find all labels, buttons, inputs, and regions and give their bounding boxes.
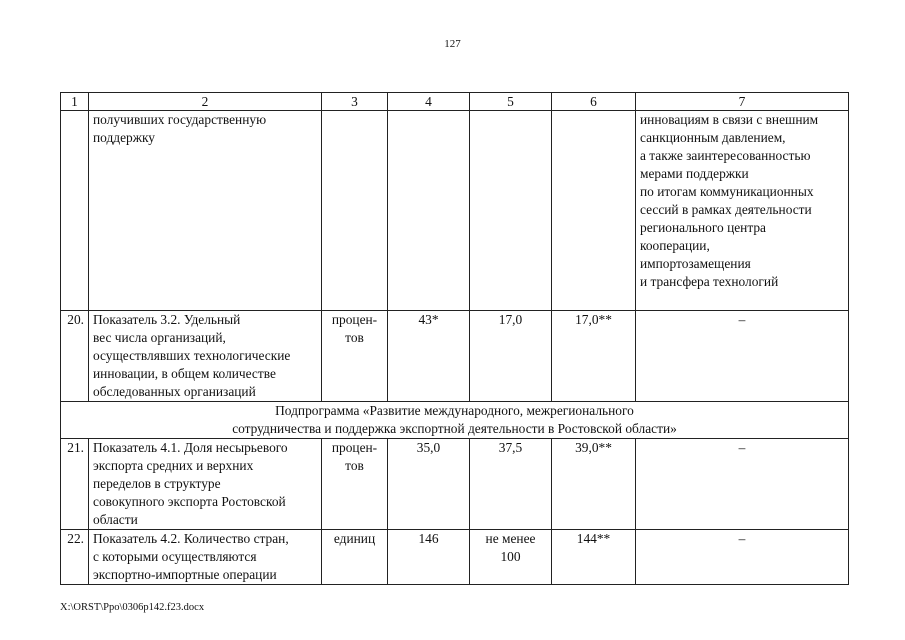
page-number: 127 (444, 38, 461, 50)
notes-cell: – (636, 311, 849, 402)
row-number-cell: 20. (61, 311, 89, 402)
section-row (61, 402, 849, 439)
table-header-row (61, 93, 849, 111)
notes-cell: – (636, 530, 849, 585)
row-number-cell (61, 111, 89, 311)
value-cell (552, 111, 636, 311)
value-cell: 35,0 (388, 439, 470, 530)
subprogram-heading: Подпрограмма «Развитие международного, межрегионального сотрудничества и поддержка экспортной деятельности в Ростовской области» (61, 402, 849, 439)
table-row (61, 111, 849, 311)
indicator-name-cell: Показатель 4.1. Доля несырьевого экспорта средних и верхних переделов в структуре совокупного экспорта Ростовской области (89, 439, 322, 530)
indicator-name-cell: получивших государственную поддержку (89, 111, 322, 311)
notes-cell: – (636, 439, 849, 530)
file-path-footer: X:\ORST\Ppo\0306p142.f23.docx (60, 602, 205, 613)
value-cell (470, 111, 552, 311)
table-row (61, 439, 849, 530)
header-cell: 3 (322, 93, 388, 111)
unit-cell: процен- тов (322, 439, 388, 530)
header-cell: 6 (552, 93, 636, 111)
header-cell: 1 (61, 93, 89, 111)
indicator-name-cell: Показатель 4.2. Количество стран, с которыми осуществляются экспортно-импортные операции (89, 530, 322, 585)
value-cell: 39,0** (552, 439, 636, 530)
value-cell: 37,5 (470, 439, 552, 530)
row-number-cell: 22. (61, 530, 89, 585)
value-cell: 146 (388, 530, 470, 585)
value-cell: 144** (552, 530, 636, 585)
unit-cell: процен- тов (322, 311, 388, 402)
unit-cell (322, 111, 388, 311)
indicator-name-cell: Показатель 3.2. Удельный вес числа организаций, осуществлявших технологические инновации, в общем количестве обследованных организаций (89, 311, 322, 402)
header-cell: 4 (388, 93, 470, 111)
unit-cell: единиц (322, 530, 388, 585)
table-row (61, 311, 849, 402)
value-cell (388, 111, 470, 311)
value-cell: не менее 100 (470, 530, 552, 585)
header-cell: 7 (636, 93, 849, 111)
table-row (61, 530, 849, 585)
header-cell: 5 (470, 93, 552, 111)
header-cell: 2 (89, 93, 322, 111)
notes-cell: инновациям в связи с внешним санкционным давлением, а также заинтересованностью мерами поддержки по итогам коммуникационных сессий в рамках деятельности регионального центра кооперации, импортозамещения и трансфера технологий (636, 111, 849, 311)
value-cell: 17,0** (552, 311, 636, 402)
indicators-table (60, 92, 849, 585)
value-cell: 43* (388, 311, 470, 402)
row-number-cell: 21. (61, 439, 89, 530)
value-cell: 17,0 (470, 311, 552, 402)
